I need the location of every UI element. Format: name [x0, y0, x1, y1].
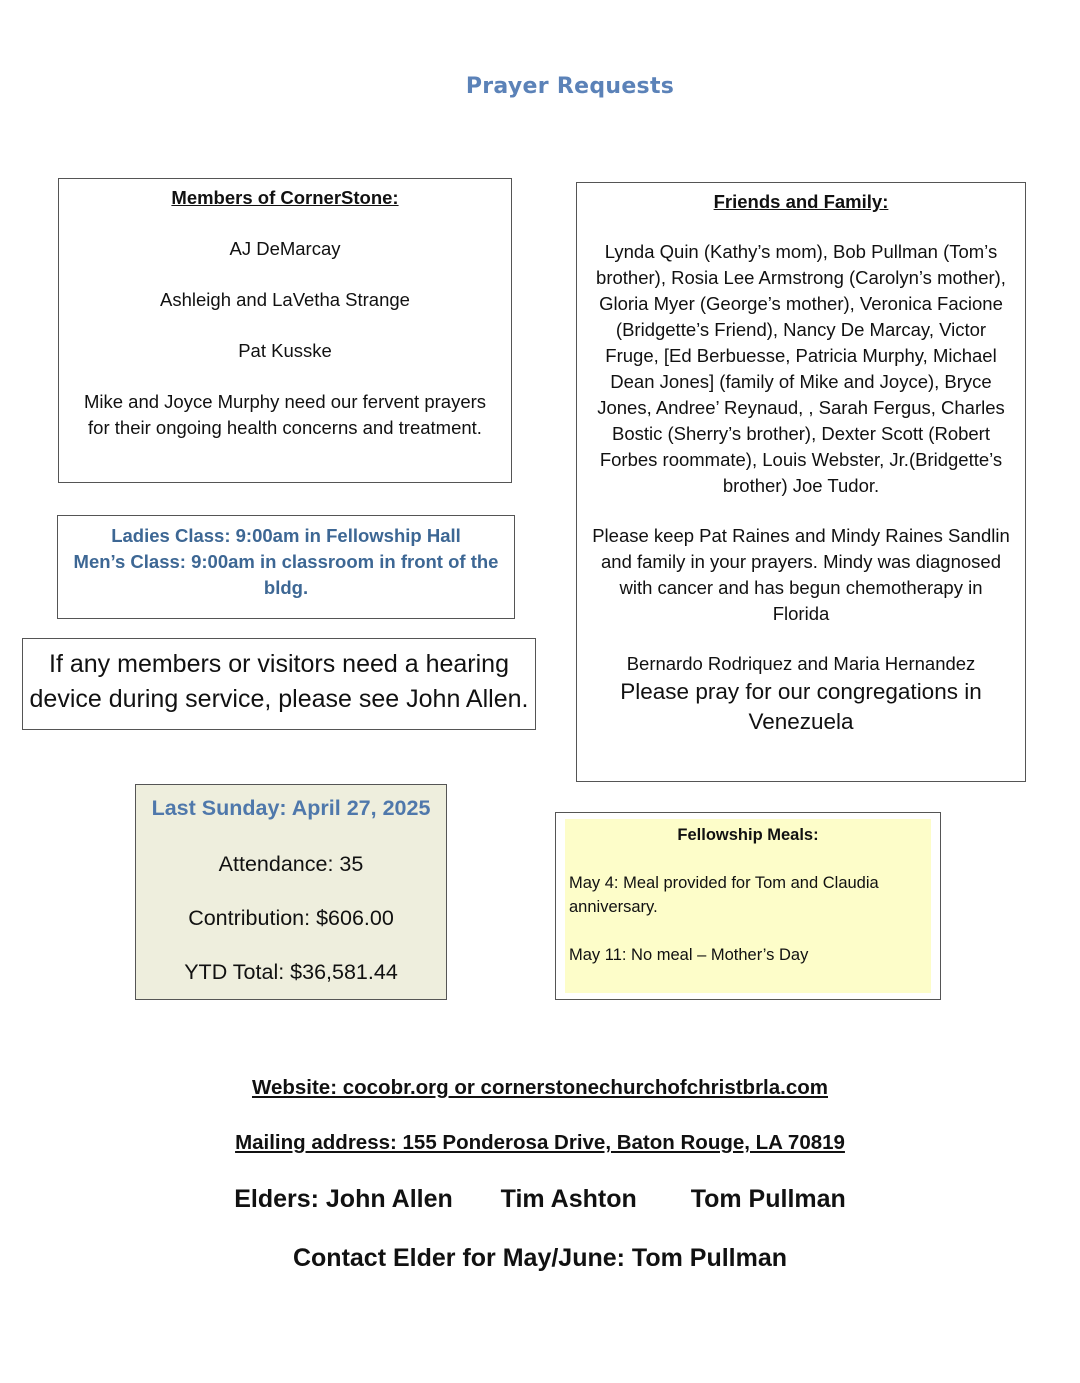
- member-item: AJ DeMarcay: [229, 238, 341, 259]
- member-item: Pat Kusske: [238, 340, 332, 361]
- ytd-total: YTD Total: $36,581.44: [184, 960, 398, 984]
- mailing-address: Mailing address: 155 Ponderosa Drive, Baton Rouge, LA 70819: [235, 1131, 845, 1154]
- last-sunday-title: Last Sunday: April 27, 2025: [151, 796, 431, 820]
- last-sunday-box: [135, 784, 447, 1000]
- elder-name: Tim Ashton: [500, 1185, 637, 1213]
- friends-family-box: [576, 182, 1026, 782]
- members-heading: Members of CornerStone:: [171, 187, 399, 208]
- page-title: Prayer Requests: [465, 74, 675, 99]
- hearing-device-text: If any members or visitors need a hearing device during service, please see John Allen.: [29, 650, 529, 713]
- member-item: Mike and Joyce Murphy need our fervent prayers for their ongoing health concerns and treatment.: [83, 391, 487, 438]
- mens-class: Men’s Class: 9:00am in classroom in front of the bldg.: [73, 551, 499, 598]
- raines-request: Please keep Pat Raines and Mindy Raines Sandlin and family in your prayers. Mindy was diagnosed with cancer and has begun chemotherapy in Florida: [592, 525, 1010, 624]
- contact-elder: Contact Elder for May/June: Tom Pullman: [292, 1244, 788, 1272]
- friends-list: Lynda Quin (Kathy’s mom), Bob Pullman (Tom’s brother), Rosia Lee Armstrong (Carolyn’s mother), Gloria Myer (George’s mother), Veronica Facione (Bridgette’s Friend), Nancy De Marcay, Victor Fruge, [Ed Berbuesse, Patricia Murphy, Michael Dean Jones] (family of Mike and Joyce), Bryce Jones, Andree’ Reynaud, , Sarah Fergus, Charles Bostic (Sherry’s brother), Dexter Scott (Robert Forbes roommate), Louis Webster, Jr.(Bridgette’s brother) Joe Tudor.: [596, 241, 1006, 496]
- elder-name: Tom Pullman: [690, 1185, 846, 1213]
- contribution: Contribution: $606.00: [188, 906, 394, 930]
- ladies-class: Ladies Class: 9:00am in Fellowship Hall: [111, 525, 461, 546]
- fellowship-meals-panel: [565, 819, 931, 993]
- member-item: Ashleigh and LaVetha Strange: [160, 289, 410, 310]
- website-line: Website: cocobr.org or cornerstonechurchofchristbrla.com: [251, 1076, 828, 1099]
- fellowship-meals-box: [555, 812, 941, 1000]
- hearing-device-box: [22, 638, 536, 730]
- classes-box: [57, 515, 515, 619]
- meal-item: May 4: Meal provided for Tom and Claudia anniversary.: [569, 874, 879, 916]
- members-box: [58, 178, 512, 483]
- names-request: Bernardo Rodriquez and Maria Hernandez: [626, 653, 976, 674]
- attendance: Attendance: 35: [218, 852, 364, 876]
- elders-label: Elders: John Allen: [234, 1185, 453, 1213]
- elders-line: [0, 1185, 1080, 1214]
- friends-heading: Friends and Family:: [713, 191, 889, 212]
- meals-heading: Fellowship Meals:: [677, 826, 819, 844]
- meal-item: May 11: No meal – Mother’s Day: [569, 946, 809, 964]
- venezuela-request: Please pray for our congregations in Venezuela: [620, 679, 982, 734]
